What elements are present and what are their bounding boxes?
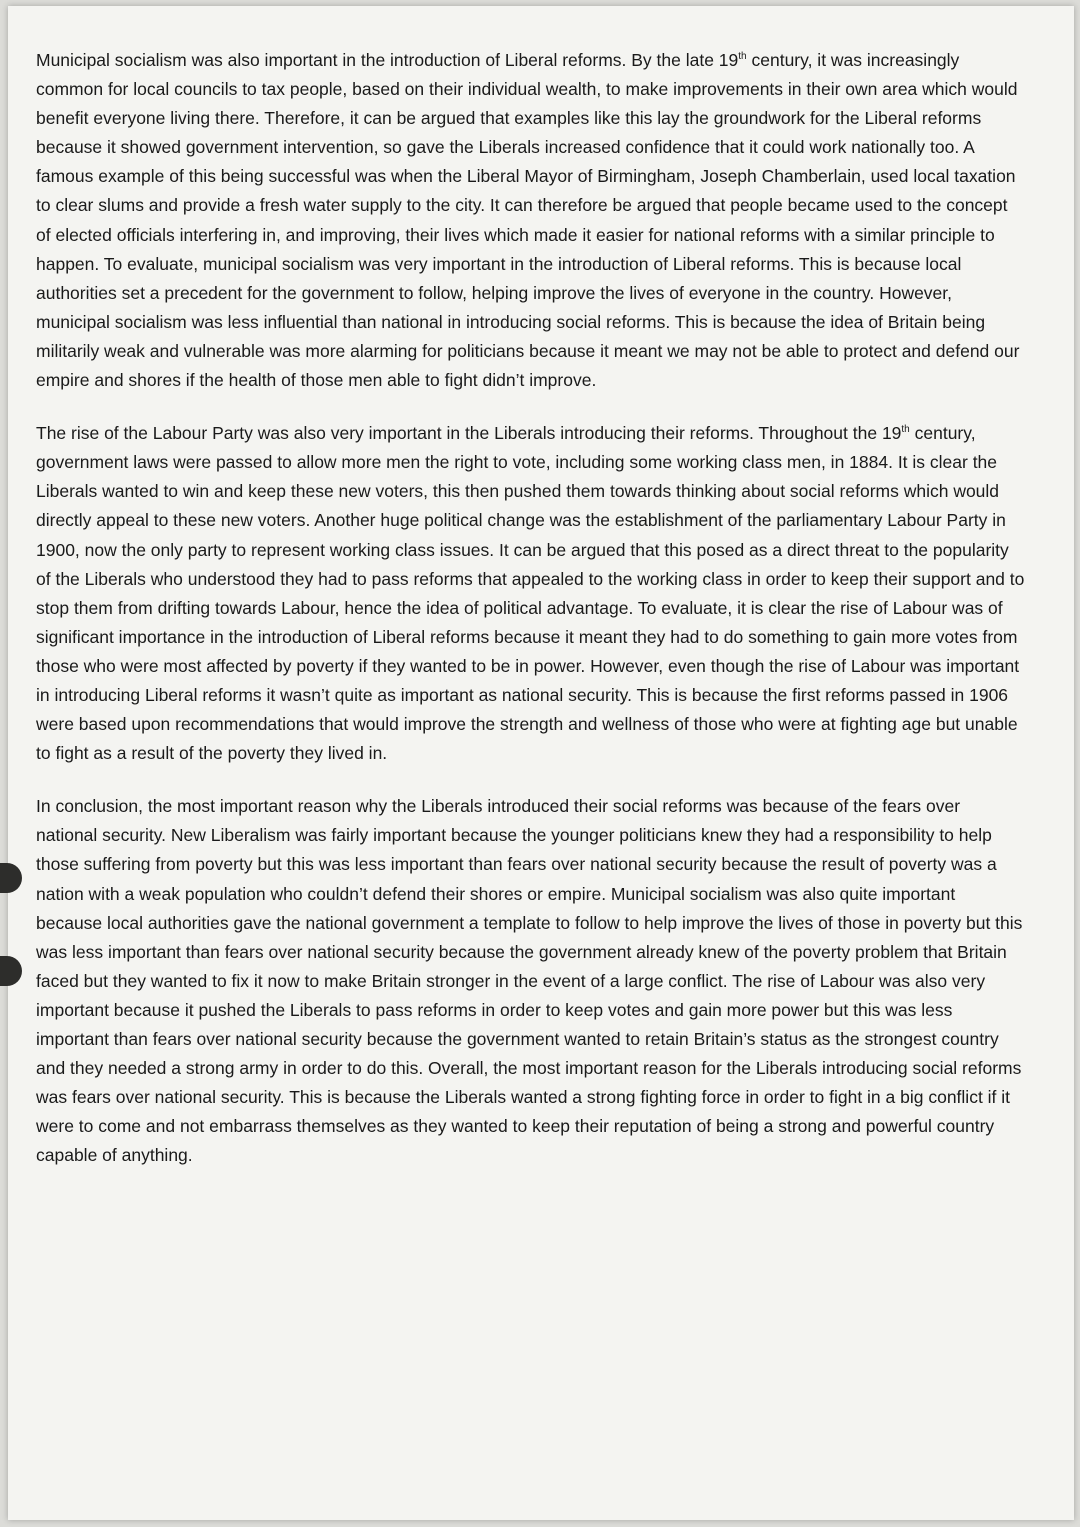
punch-hole: [0, 863, 22, 893]
paragraph-text: In conclusion, the most important reason why the Liberals introduced their social reforms was because of the fears over national security. New Liberalism was fairly important because the younger politicians knew they had a responsibility to help those suffering from poverty but this was less important than fears over national security because the result of poverty was a nation with a weak population who couldn’t defend their shores or empire. Municipal socialism was also quite important because local authorities gave the national government a template to follow to help improve the lives of those in poverty but this was less important than fears over national security because the government already knew of the poverty problem that Britain faced but they wanted to fix it now to make Britain stronger in the event of a large conflict. The rise of Labour was also very important because it pushed the Liberals to pass reforms in order to keep votes and gain more power but this was less important than fears over national security because the government wanted to retain Britain’s status as the strongest country and they needed a strong army in order to do this. Overall, the most important reason for the Liberals introducing social reforms was fears over national security. This is because the Liberals wanted a strong fighting force in order to fight in a big conflict if it were to come and not embarrass themselves as they wanted to keep their reputation of being a strong and powerful country capable of anything.: [36, 796, 1023, 1166]
document-body: [36, 46, 1026, 1194]
punch-hole: [0, 956, 22, 986]
superscript: th: [901, 424, 910, 436]
paragraph-municipal-socialism: [36, 46, 1026, 395]
paragraph-conclusion: [36, 792, 1026, 1170]
paragraph-text: Municipal socialism was also important in the introduction of Liberal reforms. By the late 19: [36, 50, 739, 70]
paragraph-text: The rise of the Labour Party was also very important in the Liberals introducing their reforms. Throughout the 19: [36, 423, 902, 444]
paragraph-text: century, government laws were passed to allow more men the right to vote, including some working class men, in 1884. It is clear the Liberals wanted to win and keep these new voters, this then pushed them towards thinking about social reforms which would directly appeal to these new voters. Another huge political change was the establishment of the parliamentary Labour Party in 1900, now the only party to represent working class issues. It can be argued that this posed as a direct threat to the popularity of the Liberals who understood they had to pass reforms that appealed to the working class in order to keep their support and to stop them from drifting towards Labour, hence the idea of political advantage. To evaluate, it is clear the rise of Labour was of significant importance in the introduction of Liberal reforms because it meant they had to do something to gain more votes from those who were most affected by poverty if they wanted to be in power. However, even though the rise of Labour was important in introducing Liberal reforms it wasn’t quite as important as national security. This is because the first reforms passed in 1906 were based upon recommendations that would improve the strength and wellness of those who were at fighting age but unable to fight as a result of the poverty they lived in.: [36, 423, 1025, 764]
paragraph-text: century, it was increasingly common for local councils to tax people, based on their individual wealth, to make improvements in their own area which would benefit everyone living there. Therefore, it can be argued that examples like this lay the groundwork for the Liberal reforms because it showed government intervention, so gave the Liberals increased confidence that it could work nationally too. A famous example of this being successful was when the Liberal Mayor of Birmingham, Joseph Chamberlain, used local taxation to clear slums and provide a fresh water supply to the city. It can therefore be argued that people became used to the concept of elected officials interfering in, and improving, their lives which made it easier for national reforms with a similar principle to happen. To evaluate, municipal socialism was very important in the introduction of Liberal reforms. This is because local authorities set a precedent for the government to follow, helping improve the lives of everyone in the country. However, municipal socialism was less influential than national in introducing social reforms. This is because the idea of Britain being militarily weak and vulnerable was more alarming for politicians because it meant we may not be able to protect and defend our empire and shores if the health of those men able to fight didn’t improve.: [36, 50, 1020, 391]
superscript: th: [738, 51, 747, 63]
document-page: [8, 6, 1074, 1520]
paragraph-rise-of-labour: [36, 419, 1026, 768]
